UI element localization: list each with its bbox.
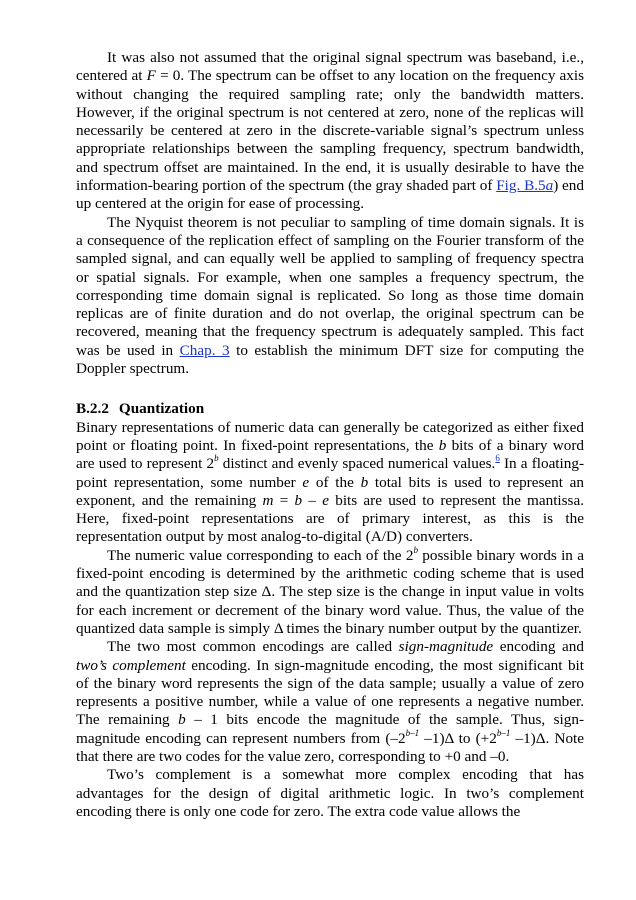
footnote-link[interactable]: 6 [495,453,500,464]
text-run: ) end up centered at the origin for ease of processing. [76,177,584,213]
term-twos-complement: two’s complement [76,656,186,674]
text-run: The Nyquist theorem is not peculiar to sampling of time domain signals. It is a consequence of the replication effect of sampling on the Fourier transform of the sampled signal, and can equally well be applied to sampling of frequency spectra or spatial signals. For example, when one samples a frequency spectrum, the corresponding time domain signal is replicated. So long as those time domain replicas are of finite duration and do not overlap, the original spectrum can be recovered, meaning that the frequency spectrum is adequately sampled. This fact was be used in [76,213,584,359]
variable-m: m [262,491,274,509]
figure-link[interactable]: Fig. B.5a [496,177,554,195]
variable-e: e [302,473,310,491]
chapter-link[interactable]: Chap. 3 [179,341,230,359]
paragraph-encodings: The two most common encodings are called sign-magnitude encoding and two’s complement encoding. In sign-magnitude encoding, the most significant bit of the binary word represents the sign of the data sample; usually a value of zero represents a positive number, while a value of one represents a negative number. The remaining b – 1 bits encode the magnitude of the sample. Thus, sign-magnitude encoding can represent numbers from (–2$^{b-1}$ –1)Δ to ($+2^{b-1}$ –1)Δ. Note that there are two codes for the value zero, corresponding to +0 and –0. [76,638,585,765]
variable-b: b [360,473,369,491]
section-heading [76,400,584,418]
term-sign-magnitude: sign-magnitude [398,638,494,656]
section-number: B.2.2 [76,400,109,418]
variable-F: F [146,67,156,85]
variable-b: b [438,436,447,454]
variable-b: b [294,491,303,509]
variable-e: e [322,491,329,509]
section-title: Quantization [118,400,205,418]
paragraph-baseband [76,49,584,214]
variable-b: b [178,711,186,729]
text-run: = 0. The spectrum can be offset to any location on the frequency axis without changing the required sampling rate; only the bandwidth matters. However, if the original spectrum is not centered at zero, none of the replicas will necessarily be centered at zero in the discrete-variable signal’s spectrum unless appropriate relationships between the sampling frequency, spectrum bandwidth, and spectrum offset are maintained. In the end, it is usually desirable to have the information-bearing portion of the spectrum (the gray shaded part of [76,67,585,195]
paragraph-nyquist [76,214,584,379]
paragraph-twos-complement: Two’s complement is a somewhat more complex encoding that has advantages for the design of digital arithmetic logic. In two’s complement encoding there is only one code for zero. The extra code value allows the [76,766,584,820]
text-run: to establish the minimum DFT size for computing the Doppler spectrum. [76,341,585,378]
paragraph-binary-representations: Binary representations of numeric data can generally be categorized as either fixed point or floating point. In fixed-point representations, the b bits of a binary word are used to represent 2$^b$ distinct and evenly spaced numerical values.$^6$ In a floating-point representation, some number e of the b total bits is used to represent an exponent, and the remaining m = b – e bits are used to represent the mantissa. Here, fixed-point representations are of primary interest, as this is the representation output by most analog-to-digital (A/D) converters. [76,418,584,546]
paragraph-numeric-value: The numeric value corresponding to each of the 2$^b$ possible binary words in a fixed-point encoding is determined by the arithmetic coding scheme that is used and the quantization step size Δ. The step size is the change in input value in volts for each increment or decrement of the binary word value. Thus, the value of the quantized data sample is simply Δ times the binary number output by the quantizer. [76,544,585,637]
text-run: It was also not assumed that the original signal spectrum was baseband, i.e., centered at [76,49,584,85]
